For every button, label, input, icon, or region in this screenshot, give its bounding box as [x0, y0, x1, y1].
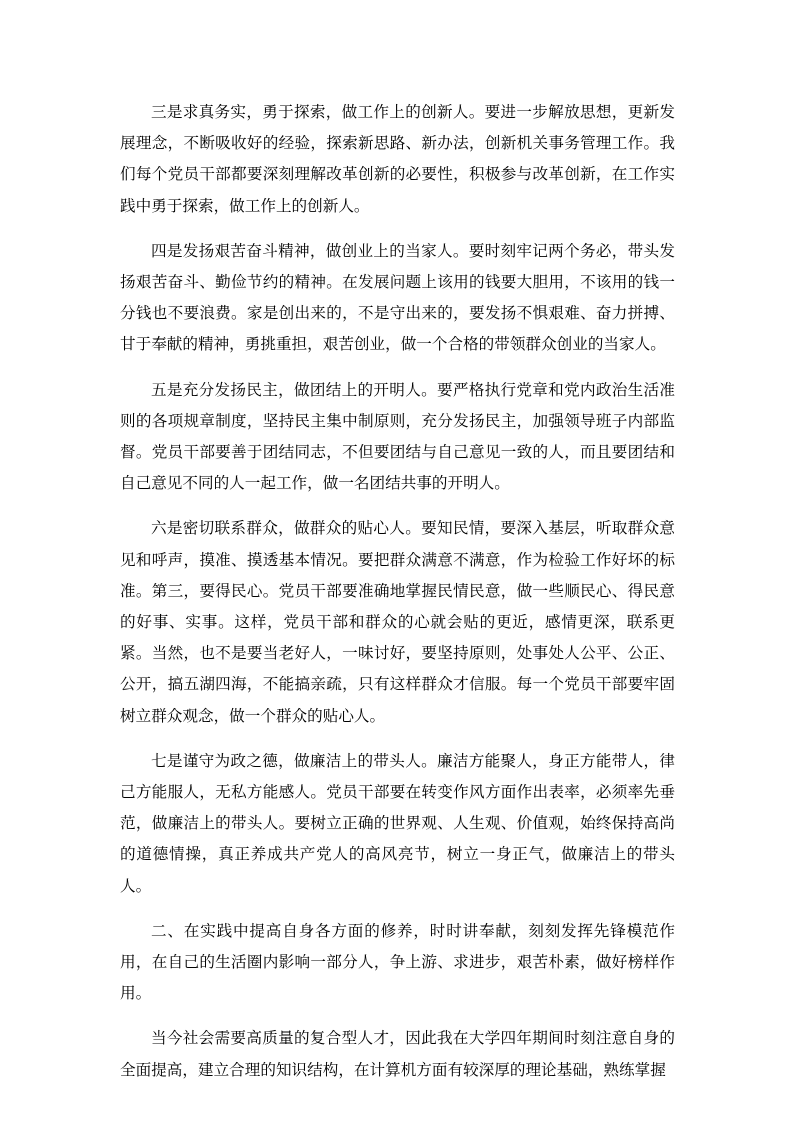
paragraph-innovation: 三是求真务实，勇于探索，做工作上的创新人。要进一步解放思想，更新发展理念，不断吸收好的经验，探索新思路、新办法，创新机关事务管理工作。我们每个党员干部都要深刻理解改革创新的必要性，积极参与改革创新，在工作实践中勇于探索，做工作上的创新人。: [120, 103, 675, 215]
paragraph-hard-work: 四是发扬艰苦奋斗精神，做创业上的当家人。要时刻牢记两个务必，带头发扬艰苦奋斗、勤俭节约的精神。在发展问题上该用的钱要大胆用，不该用的钱一分钱也不要浪费。家是创出来的，不是守出来的，要发扬不惧艰难、奋力拼搏、甘于奉献的精神，勇挑重担，艰苦创业，做一个合格的带领群众创业的当家人。: [120, 241, 675, 354]
paragraph-self-improvement: 二、在实践中提高自身各方面的修养，时时讲奉献，刻刻发挥先锋模范作用，在自己的生活圈内影响一部分人，争上游、求进步，艰苦朴素，做好榜样作用。: [120, 921, 675, 1003]
paragraph-democracy: 五是充分发扬民主，做团结上的开明人。要严格执行党章和党内政治生活准则的各项规章制度，坚持民主集中制原则，充分发扬民主，加强领导班子内部监督。党员干部要善于团结同志，不但要团结与自己意见一致的人，而且要团结和自己意见不同的人一起工作，做一名团结共事的开明人。: [120, 380, 675, 493]
paragraph-education: 当今社会需要高质量的复合型人才，因此我在大学四年期间时刻注意自身的全面提高，建立合理的知识结构，在计算机方面有较深厚的理论基础，熟练掌握: [120, 1029, 675, 1079]
paragraph-integrity: 七是谨守为政之德，做廉洁上的带头人。廉洁方能聚人，身正方能带人，律己方能服人，无私方能感人。党员干部要在转变作风方面作出表率，必须率先垂范，做廉洁上的带头人。要树立正确的世界观、人生观、价值观，始终保持高尚的道德情操，真正养成共产党人的高风亮节，树立一身正气，做廉洁上的带头人。: [120, 751, 675, 895]
paragraph-masses: 六是密切联系群众，做群众的贴心人。要知民情，要深入基层，听取群众意见和呼声，摸准、摸透基本情况。要把群众满意不满意，作为检验工作好坏的标准。第三，要得民心。党员干部要准确地掌握民情民意，做一些顺民心、得民意的好事、实事。这样，党员干部和群众的心就会贴的更近，感情更深，联系更紧。当然，也不是要当老好人，一味讨好，要坚持原则，处事处人公平、公正、公开，搞五湖四海，不能搞亲疏，只有这样群众才信服。每一个党员干部要牢固树立群众观念，做一个群众的贴心人。: [120, 519, 675, 725]
document-body: [120, 97, 675, 1100]
